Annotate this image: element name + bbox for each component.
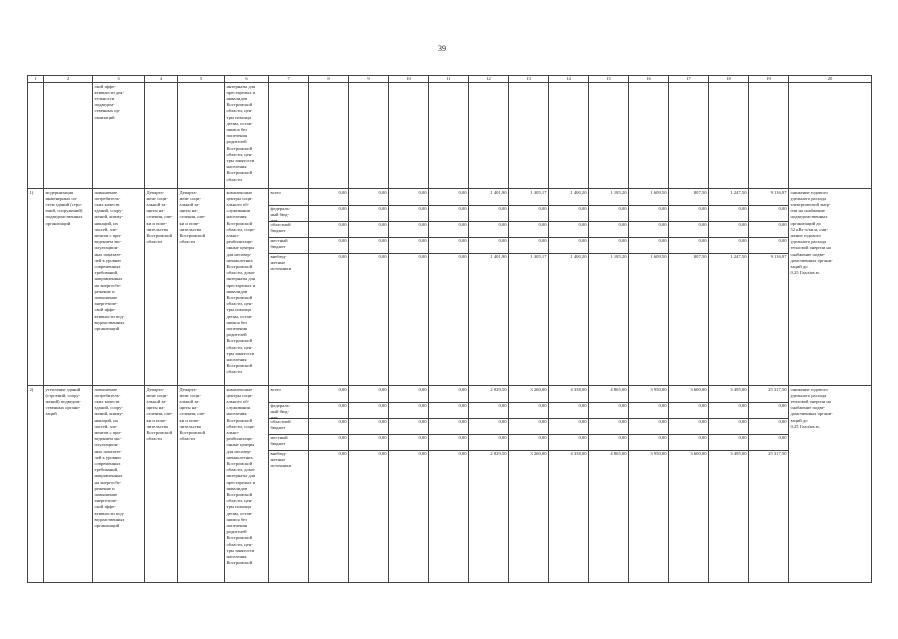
funding-value: 0,00 xyxy=(378,450,387,456)
funding-source-label: всего xyxy=(269,387,308,403)
value-cell xyxy=(709,189,749,386)
funding-value: 0,00 xyxy=(469,222,508,238)
column-number-row xyxy=(28,76,872,83)
funding-value: 0,00 xyxy=(749,238,788,254)
funding-source-label: местный бюджет xyxy=(269,238,308,254)
measure-goal: повышение потребитель- ских качеств зданий, соору- жений, комму- никаций, их частей, эле- ментов с при- ведением экс- плуатацион- ных показате- лей к уровню современных требований, направленных на энергосбе- режение и повышение энергетиче- ской эффе- ктивности под- ведомственных организаций xyxy=(93,386,145,583)
funding-value: 1 400,20 xyxy=(549,190,588,206)
column-number-cell: 11 xyxy=(429,76,469,83)
funding-value: 0,00 xyxy=(389,190,428,206)
value-cell xyxy=(749,386,789,583)
funding-value: 0,00 xyxy=(378,253,387,259)
funding-value: 0,00 xyxy=(429,206,468,222)
funding-value: 0,00 xyxy=(349,419,388,435)
funding-value: 9 116,97 xyxy=(749,190,788,206)
funding-value: 9 116,97 xyxy=(770,253,787,259)
value-cell xyxy=(309,189,349,386)
funding-value: 3 600,00 xyxy=(690,450,707,456)
column-number-cell: 9 xyxy=(349,76,389,83)
funding-value: 0,00 xyxy=(469,435,508,451)
funding-value: 807,50 xyxy=(669,190,708,206)
funding-value: 0,00 xyxy=(749,206,788,222)
funding-value: 0,00 xyxy=(429,238,468,254)
value-cell xyxy=(509,189,549,386)
funding-value: 0,00 xyxy=(589,206,628,222)
funding-value: 0,00 xyxy=(469,238,508,254)
funding-value: 0,00 xyxy=(629,222,668,238)
value-cell xyxy=(629,189,669,386)
recipients: комплексные центры соци- ального об- служивания населения Костромской области, соци- ально- реабилитаци- онные центры для несовер- шеннолетних Костромской области, дома- интернаты для престарелых и инвалидов Костромской области, цен- тры помощи детям, остав- шимся без попечения родителей Костромской области, цен- тры занятости населения Костромской области xyxy=(225,189,269,386)
funding-value: 2 829,50 xyxy=(469,387,508,403)
funding-value: 0,00 xyxy=(349,403,388,419)
funding-value: 0,00 xyxy=(629,206,668,222)
funding-value: 0,00 xyxy=(418,450,427,456)
funding-value: 0,00 xyxy=(389,222,428,238)
value-cell xyxy=(669,189,709,386)
table-row xyxy=(28,189,872,386)
funding-value: 0,00 xyxy=(509,238,548,254)
funding-value: 1 247,50 xyxy=(730,253,747,259)
funding-value: 0,00 xyxy=(469,206,508,222)
funding-source-label: всего xyxy=(269,190,308,206)
funding-value: 0,00 xyxy=(309,435,348,451)
expected-result: снижение годового удельного расхода электрической энер- гии на снабжение подведомственных организаций до 52 кВт·ч/кв.м, сни- жение годового удельного расхода тепловой энергии на снабжение подве- домственных органи- заций до 0,25 Гкал/кв.м. xyxy=(789,189,872,386)
funding-value: 4 865,00 xyxy=(589,387,628,403)
column-number-cell: 20 xyxy=(789,76,872,83)
measure-name: утепление зданий (строений, соору- жений) подведом- ственных органи- заций xyxy=(44,386,93,583)
row-number: 1) xyxy=(28,189,44,386)
executor: Департа- мент соци- альной за- щиты на- селения, опе- ки и попе- чительства Костромской области xyxy=(145,386,178,583)
funding-value: 0,00 xyxy=(709,206,748,222)
funding-value: 0,00 xyxy=(389,403,428,419)
funding-value: 0,00 xyxy=(309,403,348,419)
funding-value: 1 609,50 xyxy=(629,190,668,206)
funding-value: 1 305,17 xyxy=(530,253,547,259)
funding-value: 0,00 xyxy=(669,419,708,435)
value-cell xyxy=(469,386,509,583)
funding-value: 0,00 xyxy=(629,238,668,254)
value-cell xyxy=(589,189,629,386)
funding-value: 0,00 xyxy=(429,403,468,419)
funding-value: 0,00 xyxy=(549,238,588,254)
funding-value: 0,00 xyxy=(458,450,467,456)
funding-value: 807,50 xyxy=(693,253,707,259)
column-number-cell: 5 xyxy=(178,76,225,83)
funding-value: 0,00 xyxy=(389,435,428,451)
funding-value: 0,00 xyxy=(469,419,508,435)
funding-source-label: внебюд- жетные источники xyxy=(270,450,292,468)
column-number-cell: 13 xyxy=(509,76,549,83)
funding-value: 0,00 xyxy=(669,222,708,238)
funding-value: 0,00 xyxy=(549,206,588,222)
funding-value: 0,00 xyxy=(309,387,348,403)
funding-value: 0,00 xyxy=(669,435,708,451)
funding-value: 0,00 xyxy=(429,190,468,206)
funding-value: 0,00 xyxy=(349,387,388,403)
funding-value: 0,00 xyxy=(509,403,548,419)
funding-value: 3 600,00 xyxy=(669,387,708,403)
funding-value: 0,00 xyxy=(349,190,388,206)
funding-value: 0,00 xyxy=(429,435,468,451)
funding-value: 0,00 xyxy=(389,206,428,222)
funding-value: 0,00 xyxy=(509,419,548,435)
recipients: комплексные центры соци- ального об- служивания населения Костромской области, соци- ально- реабилитаци- онные центры для несовер- шеннолетних Костромской области, дома- интернаты для престарелых и инвалидов Костромской области, цен- тры помощи детям, остав- шимся без попечения родителей Костромской области, цен- тры занятости населения Костромской xyxy=(225,386,269,583)
funding-value: 3 260,00 xyxy=(530,450,547,456)
funding-value: 0,00 xyxy=(709,435,748,451)
funding-value: 0,00 xyxy=(589,222,628,238)
funding-source-label: областной бюджет xyxy=(269,222,308,238)
funding-value: 3 495,00 xyxy=(730,450,747,456)
funding-value: 3 495,00 xyxy=(709,387,748,403)
funding-value: 1 400,20 xyxy=(570,253,587,259)
column-number-cell: 8 xyxy=(309,76,349,83)
funding-value: 2 829,50 xyxy=(490,450,507,456)
funding-value: 0,00 xyxy=(309,419,348,435)
funding-source-label: областной бюджет xyxy=(269,419,308,435)
column-number-cell: 1 xyxy=(28,76,44,83)
funding-value: 25 317,50 xyxy=(768,450,787,456)
funding-value: 0,00 xyxy=(549,222,588,238)
funding-value: 0,00 xyxy=(589,403,628,419)
table-row xyxy=(28,386,872,583)
funding-value: 0,00 xyxy=(749,222,788,238)
value-cell xyxy=(389,189,429,386)
column-number-cell: 17 xyxy=(669,76,709,83)
funding-value: 0,00 xyxy=(709,238,748,254)
column-number-cell: 6 xyxy=(225,76,269,83)
funding-value: 0,00 xyxy=(709,403,748,419)
value-cell xyxy=(709,386,749,583)
funding-value: 4 338,00 xyxy=(570,450,587,456)
funding-value: 0,00 xyxy=(749,419,788,435)
funding-source-label: федераль- ный бюд- жет xyxy=(269,403,308,419)
continuation-goal: ской эффе- ктивности дея- тельности подведом- ственных ор- ганизаций xyxy=(93,83,145,189)
funding-source-label: федераль- ный бюд- жет xyxy=(269,206,308,222)
coexecutor: Департа- мент соци- альной за- щиты на- селения, опе- ки и попе- чительства Костромской области xyxy=(178,386,225,583)
value-cell xyxy=(549,386,589,583)
value-cell xyxy=(309,386,349,583)
funding-value: 1 401,90 xyxy=(469,190,508,206)
value-cell xyxy=(669,386,709,583)
funding-source-label: местный бюджет xyxy=(269,435,308,451)
column-number-cell: 19 xyxy=(749,76,789,83)
funding-value: 4 338,00 xyxy=(549,387,588,403)
funding-value: 0,00 xyxy=(749,403,788,419)
funding-value: 0,00 xyxy=(338,450,347,456)
funding-value: 1 185,20 xyxy=(589,190,628,206)
funding-value: 0,00 xyxy=(349,435,388,451)
funding-value: 0,00 xyxy=(389,419,428,435)
row-number: 2) xyxy=(28,386,44,583)
funding-value: 0,00 xyxy=(338,253,347,259)
funding-value: 0,00 xyxy=(709,419,748,435)
column-number-cell: 18 xyxy=(709,76,749,83)
column-number-cell: 7 xyxy=(269,76,309,83)
executor: Департа- мент соци- альной за- щиты на- селения, опе- ки и попе- чительства Костромской области xyxy=(145,189,178,386)
funding-value: 0,00 xyxy=(309,222,348,238)
value-cell xyxy=(429,189,469,386)
value-cell xyxy=(549,189,589,386)
coexecutor: Департа- мент соци- альной за- щиты на- селения, опе- ки и попе- чительства Костромской области xyxy=(178,189,225,386)
program-table xyxy=(27,75,872,583)
funding-sources xyxy=(269,386,309,583)
value-cell xyxy=(509,386,549,583)
funding-value: 0,00 xyxy=(669,206,708,222)
funding-value: 0,00 xyxy=(749,435,788,451)
funding-value: 0,00 xyxy=(709,222,748,238)
funding-value: 0,00 xyxy=(389,387,428,403)
funding-value: 0,00 xyxy=(669,238,708,254)
funding-value: 25 317,50 xyxy=(749,387,788,403)
column-number-cell: 16 xyxy=(629,76,669,83)
column-number-cell: 12 xyxy=(469,76,509,83)
funding-value: 0,00 xyxy=(349,222,388,238)
value-cell xyxy=(589,386,629,583)
funding-value: 1 401,90 xyxy=(490,253,507,259)
funding-value: 0,00 xyxy=(469,403,508,419)
column-number-cell: 14 xyxy=(549,76,589,83)
funding-value: 0,00 xyxy=(669,403,708,419)
funding-value: 0,00 xyxy=(509,206,548,222)
funding-value: 3 950,00 xyxy=(629,387,668,403)
funding-value: 0,00 xyxy=(589,238,628,254)
funding-value: 1 305,17 xyxy=(509,190,548,206)
funding-value: 0,00 xyxy=(589,435,628,451)
funding-source-label: внебюд- жетные источники xyxy=(270,253,292,271)
column-number-cell: 15 xyxy=(589,76,629,83)
funding-value: 0,00 xyxy=(309,190,348,206)
funding-value: 0,00 xyxy=(629,419,668,435)
column-number-cell: 3 xyxy=(93,76,145,83)
column-number-cell: 10 xyxy=(389,76,429,83)
funding-value: 0,00 xyxy=(549,419,588,435)
funding-value: 1 185,20 xyxy=(610,253,627,259)
funding-value: 0,00 xyxy=(629,435,668,451)
value-cell xyxy=(349,386,389,583)
funding-value: 0,00 xyxy=(509,435,548,451)
measure-goal: повышение потребитель- ских качеств зданий, соору- жений, комму- никаций, их частей, эле- ментов с при- ведением экс- плуатацион- ных показате- лей к уровню современных требований, направленных на энергосбе- режение и повышение энергетиче- ской эффе- ктивности под- ведомственных организаций xyxy=(93,189,145,386)
funding-sources xyxy=(269,189,309,386)
funding-value: 0,00 xyxy=(309,206,348,222)
funding-value: 0,00 xyxy=(429,387,468,403)
funding-value: 0,00 xyxy=(509,222,548,238)
funding-value: 0,00 xyxy=(549,403,588,419)
column-number-cell: 2 xyxy=(44,76,93,83)
value-cell xyxy=(749,189,789,386)
funding-value: 0,00 xyxy=(629,403,668,419)
page-number: 39 xyxy=(438,44,446,53)
funding-value: 1 609,50 xyxy=(650,253,667,259)
funding-value: 0,00 xyxy=(458,253,467,259)
funding-value: 0,00 xyxy=(309,238,348,254)
funding-value: 1 247,50 xyxy=(709,190,748,206)
funding-value: 0,00 xyxy=(349,238,388,254)
value-cell xyxy=(629,386,669,583)
funding-value: 0,00 xyxy=(418,253,427,259)
funding-value: 0,00 xyxy=(549,435,588,451)
funding-value: 0,00 xyxy=(589,419,628,435)
value-cell xyxy=(389,386,429,583)
funding-value: 3 950,00 xyxy=(650,450,667,456)
funding-value: 0,00 xyxy=(429,419,468,435)
funding-value: 0,00 xyxy=(349,206,388,222)
expected-result: снижение годового удельного расхода тепловой энергии на снабжение подве- домственных органи- заций до 0,25 Гкал/кв.м. xyxy=(789,386,872,583)
funding-value: 0,00 xyxy=(429,222,468,238)
value-cell xyxy=(429,386,469,583)
funding-value: 0,00 xyxy=(389,238,428,254)
value-cell xyxy=(349,189,389,386)
measure-name: модернизация инженерных си- стем зданий (стро- ений, сооружений) подведомственных организаций xyxy=(44,189,93,386)
funding-value: 3 260,00 xyxy=(509,387,548,403)
column-number-cell: 4 xyxy=(145,76,178,83)
value-cell xyxy=(469,189,509,386)
continuation-recipients: интернаты для престарелых и инвалидов Костромской области, цен- тры помощи детям, остав- шимся без попечения родителей Костромской области, цен- тры занятости населения Костромской области xyxy=(225,83,269,189)
continuation-row xyxy=(28,83,872,189)
funding-value: 4 865,00 xyxy=(610,450,627,456)
